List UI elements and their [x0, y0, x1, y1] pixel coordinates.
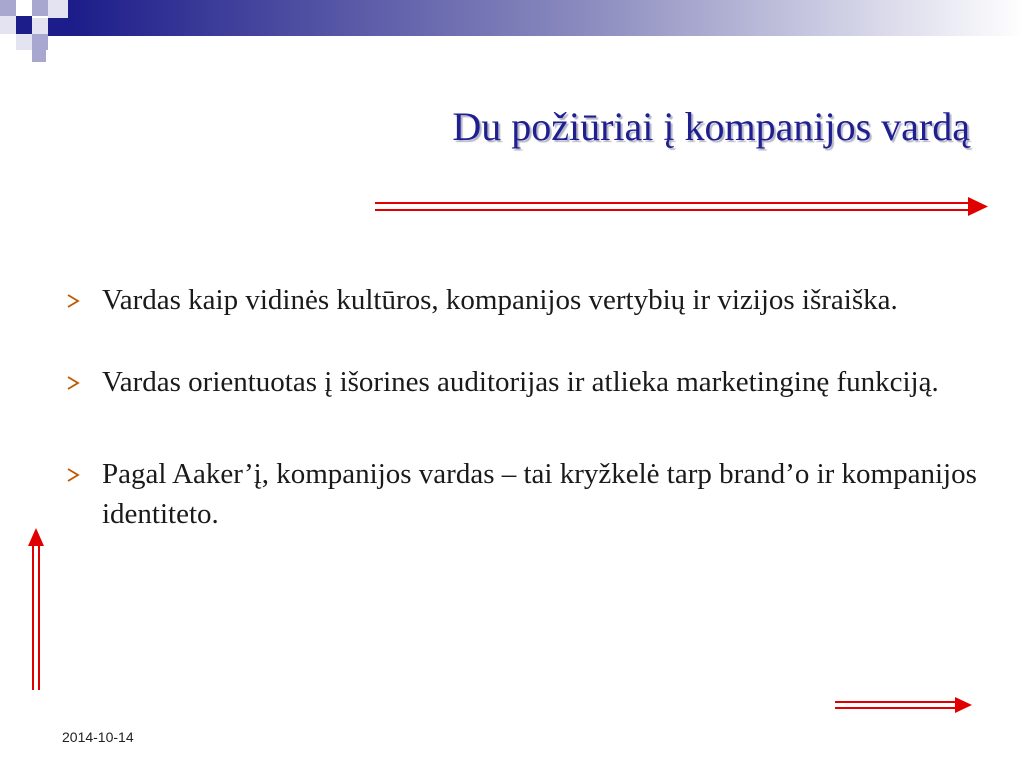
bullet-arrow-icon — [66, 294, 80, 308]
header-gradient-band — [68, 0, 1024, 36]
corner-squares — [0, 0, 68, 62]
bullet-item — [60, 454, 980, 534]
slide-title: Du požiūriai į kompanijos vardą — [452, 104, 970, 149]
red-arrow-icon — [835, 697, 972, 713]
bullet-arrow-icon — [66, 468, 80, 482]
red-arrow-icon — [375, 197, 988, 216]
bullet-text: Vardas kaip vidinės kultūros, kompanijos vertybių ir vizijos išraiška. — [102, 284, 898, 316]
bullet-text: Vardas orientuotas į išorines auditorijas ir atlieka marketinginę funkciją. — [102, 366, 939, 398]
bullet-arrow-icon — [66, 376, 80, 390]
bullet-text: Pagal Aaker’į, kompanijos vardas – tai kryžkelė tarp brand’o ir kompanijos identiteto. — [102, 458, 977, 530]
bullet-list — [60, 280, 980, 534]
bullet-item — [60, 362, 980, 402]
slide-date: 2014-10-14 — [62, 729, 134, 745]
bullet-item — [60, 280, 980, 320]
red-arrow-icon — [28, 528, 44, 690]
